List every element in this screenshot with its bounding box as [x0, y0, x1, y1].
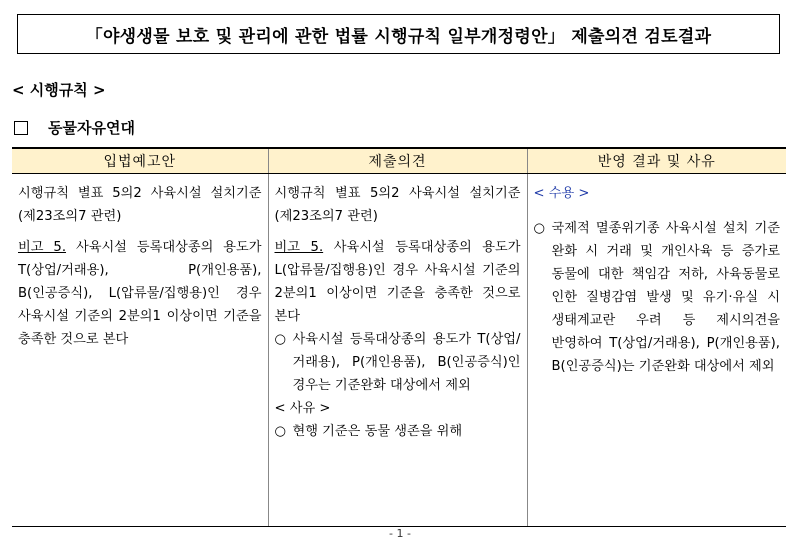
header-result-reason: 반영 결과 및 사유: [527, 148, 786, 174]
section-heading: < 시행규칙 >: [12, 81, 106, 99]
reason-label: < 사유 >: [274, 401, 331, 416]
opinion-para-2: [275, 236, 521, 328]
title-text: 「야생생물 보호 및 관리에 관한 법률 시행규칙 일부개정령안」 제출의견 검토결과: [85, 26, 712, 47]
result-bullet: [534, 217, 781, 378]
result-bullet-text: 국제적 멸종위기종 사육시설 설치 기준 완화 시 거래 및 개인사육 등 증가로 동물에 대한 책임감 저하, 사육동물로 인한 질병감염 발생 및 유기·유실 시 생태계교란 우려 등 제시의견을 반영하여 T(상업/거래용), P(개인용품), B(인공증식)는 기준완화 대상에서 제외: [551, 221, 780, 374]
proposal-para-2: [18, 236, 262, 351]
circle-bullet-icon: ○: [533, 221, 546, 236]
circle-bullet-icon: ○: [274, 424, 287, 439]
opinion-bullet-2: [275, 420, 521, 443]
opinion-note-text: 사육시설 등록대상종의 용도가 L(압류물/집행용)인 경우 사육시설 기준의 2분의1 이상이면 기준을 충족한 것으로 본다: [274, 240, 521, 324]
header-submitted-opinion: 제출의견: [268, 148, 527, 174]
subsection-heading: [12, 117, 135, 138]
cell-result-reason: [527, 174, 786, 527]
proposal-note-number: 비고 5.: [18, 240, 67, 255]
accept-label: < 수용 >: [533, 186, 590, 201]
opinion-bullet-2-text: 현행 기준은 동물 생존을 위해: [292, 424, 463, 439]
table-header-row: [12, 148, 786, 174]
checkbox-square-icon: [14, 121, 28, 135]
cell-proposal: [12, 174, 268, 527]
page-number: - 1 -: [389, 527, 411, 540]
subsection-label: 동물자유연대: [48, 119, 135, 137]
opinion-note-number: 비고 5.: [274, 240, 324, 255]
cell-submitted-opinion: [268, 174, 527, 527]
opinion-bullet-1-text: 사육시설 등록대상종의 용도가 T(상업/거래용), P(개인용품), B(인공증식)인 경우는 기준완화 대상에서 제외: [292, 332, 521, 393]
document-title: [17, 14, 780, 54]
opinion-para-1: 시행규칙 별표 5의2 사육시설 설치기준(제23조의7 관련): [274, 186, 521, 224]
opinion-bullet-1: [275, 328, 521, 397]
review-table: [12, 147, 786, 527]
proposal-para-1: 시행규칙 별표 5의2 사육시설 설치기준(제23조의7 관련): [18, 186, 262, 224]
circle-bullet-icon: ○: [274, 332, 287, 347]
proposal-note-text: 사육시설 등록대상종의 용도가 T(상업/거래용), P(개인용품), B(인공증식), L(압류물/집행용)인 경우 사육시설 기준의 2분의1 이상이면 기준을 충족한 것으로 본다: [18, 240, 262, 347]
header-proposal: 입법예고안: [12, 148, 268, 174]
table-row: [12, 174, 786, 527]
